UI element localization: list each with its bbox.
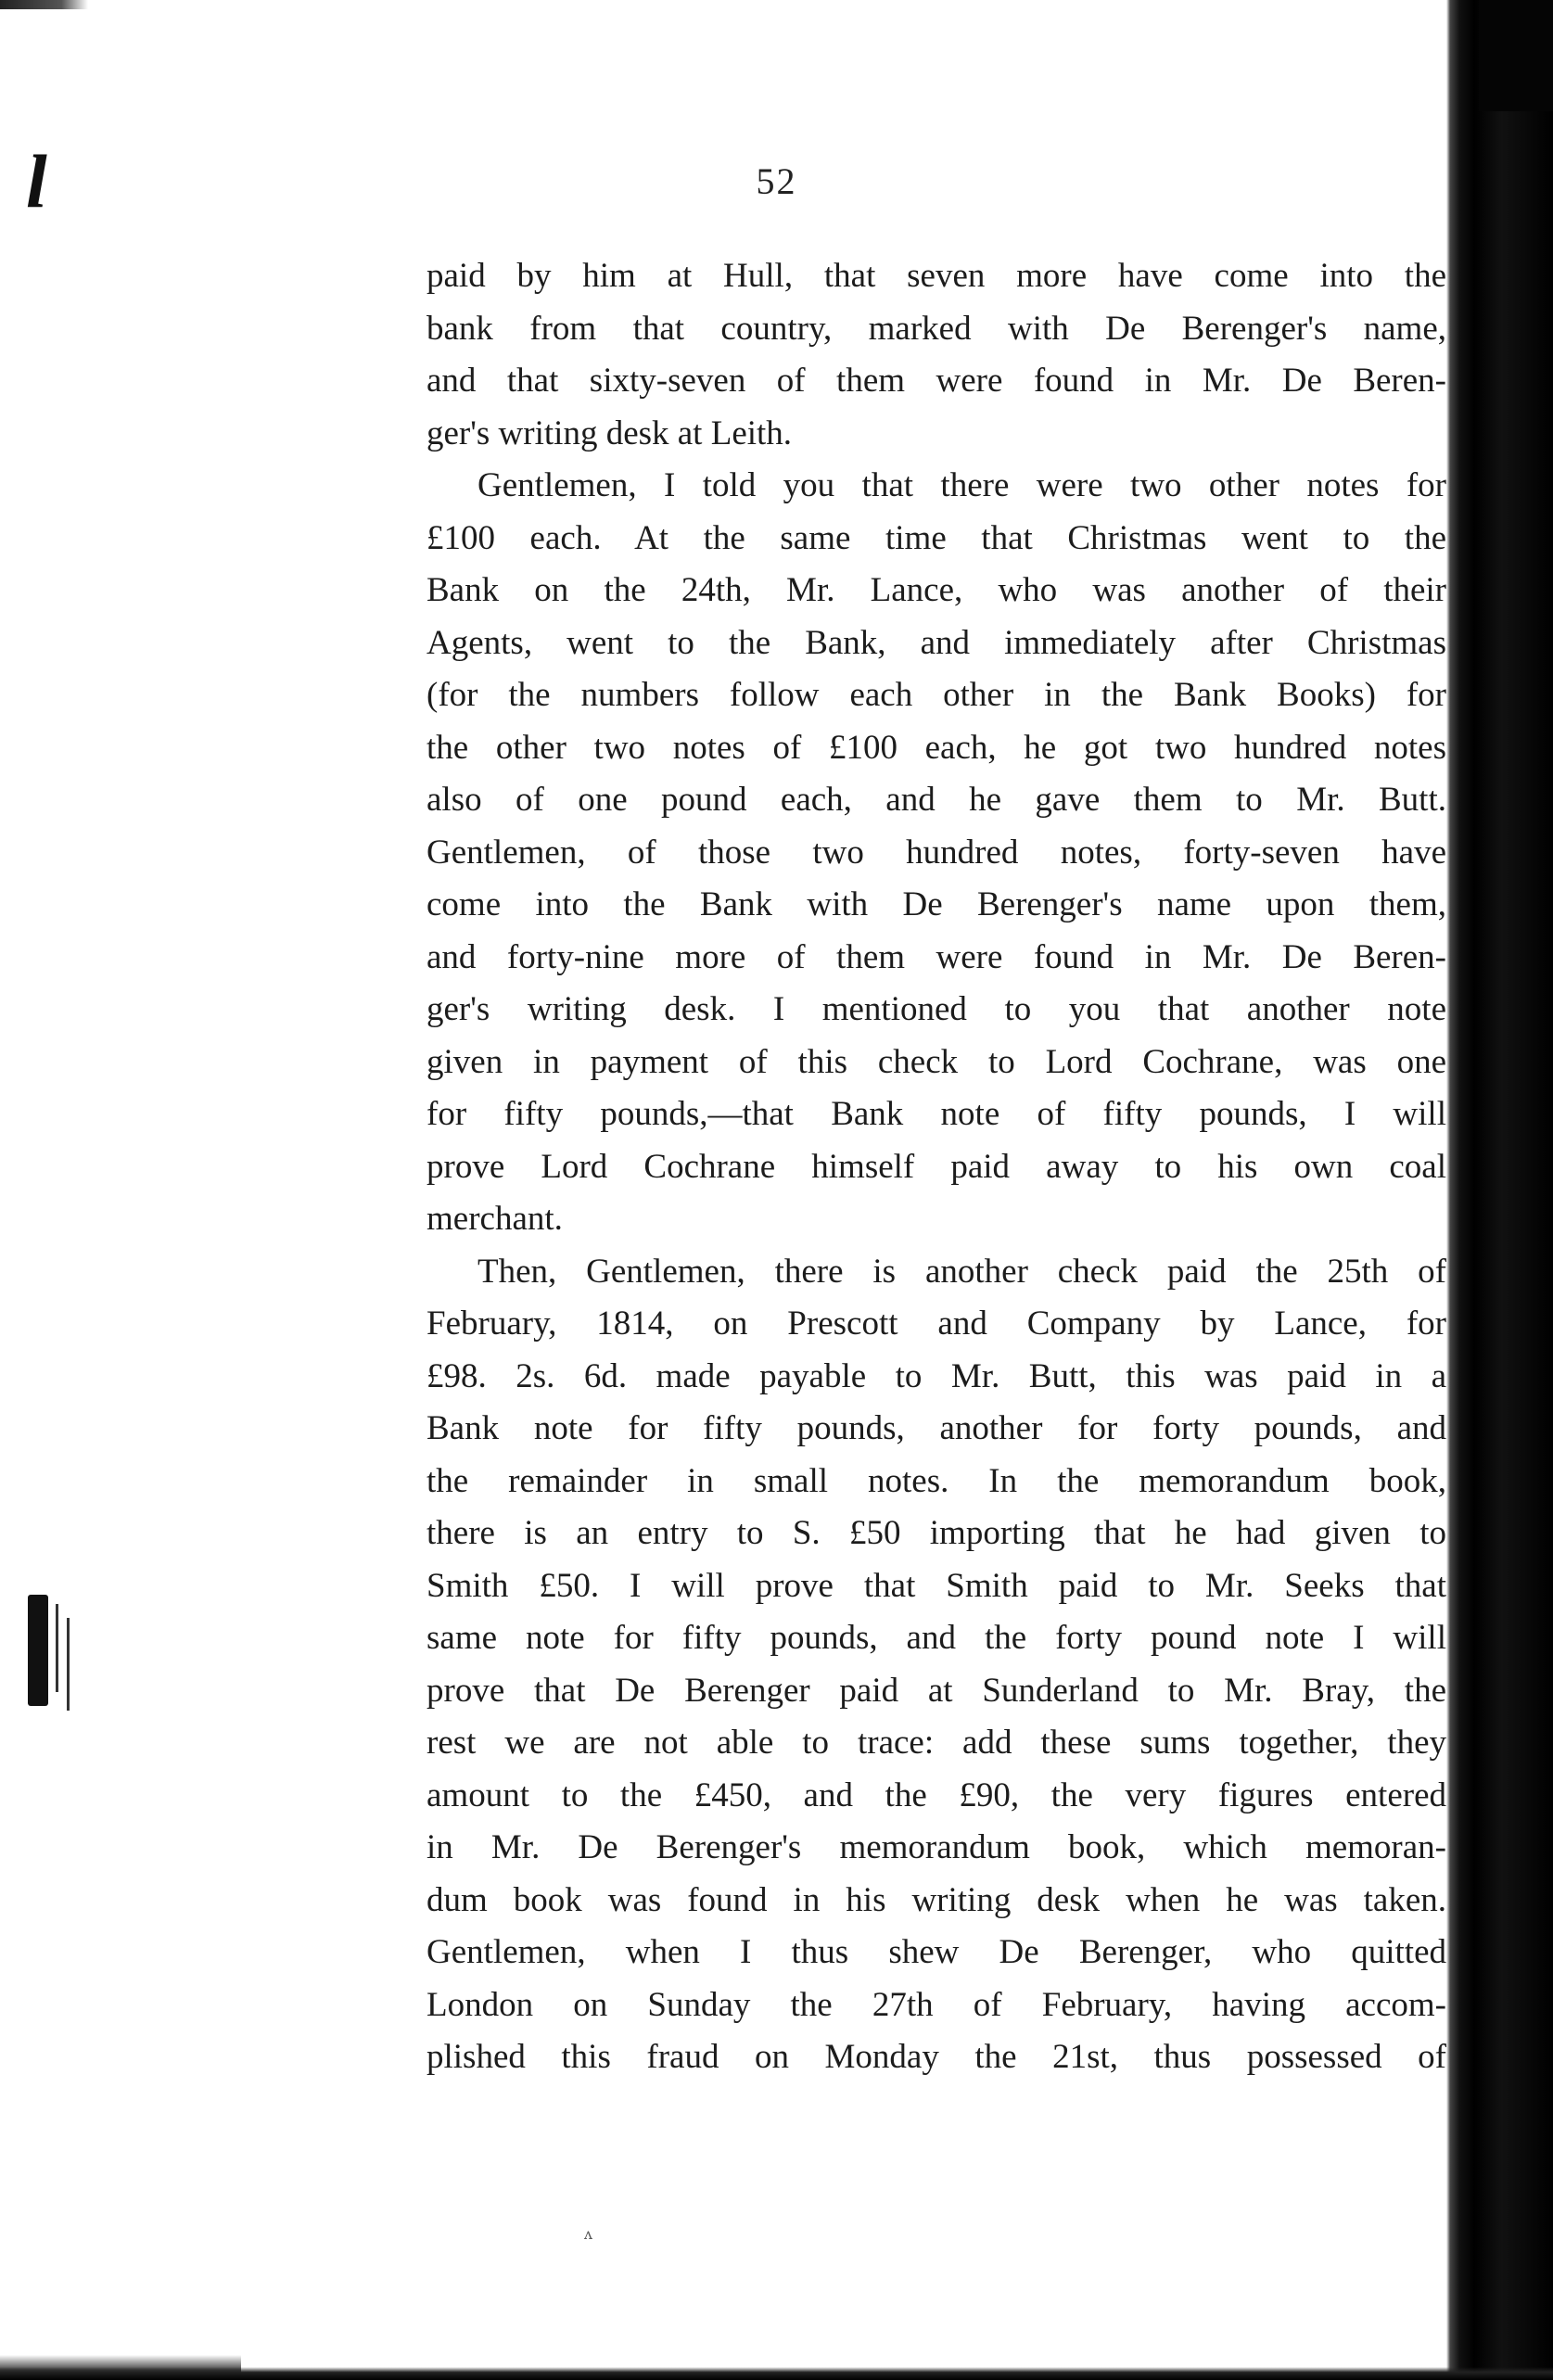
text-line: in Mr. De Berenger's memorandum book, which memoran-: [426, 1828, 1446, 1866]
text-line: paid by him at Hull, that seven more have come into the: [426, 257, 1446, 295]
binding-clip-line: [67, 1618, 70, 1711]
text-line: the other two notes of £100 each, he got two hundred notes: [426, 728, 1446, 767]
text-line: London on Sunday the 27th of February, having accom-: [426, 1985, 1446, 2024]
text-line: rest we are not able to trace: add these sums together, they: [426, 1724, 1446, 1762]
text-line: the remainder in small notes. In the memorandum book,: [426, 1461, 1446, 1500]
text-line: £98. 2s. 6d. made payable to Mr. Butt, this was paid in a: [426, 1356, 1446, 1395]
text-line: bank from that country, marked with De Berenger's name,: [426, 309, 1446, 348]
scan-corner-artifact: [0, 0, 88, 9]
text-line: come into the Bank with De Berenger's name upon them,: [426, 885, 1446, 923]
text-line: £100 each. At the same time that Christmas went to the: [426, 518, 1446, 557]
text-line: given in payment of this check to Lord Cochrane, was one: [426, 1042, 1446, 1081]
text-line: Gentlemen, when I thus shew De Berenger, who quitted: [426, 1933, 1446, 1971]
binding-clip-line: [56, 1604, 58, 1692]
text-line: ger's writing desk at Leith.: [426, 414, 793, 452]
binding-top-tab: [1479, 0, 1553, 111]
text-line: and that sixty-seven of them were found in Mr. De Beren-: [426, 362, 1446, 400]
text-line: Bank note for fifty pounds, another for forty pounds, and: [426, 1409, 1446, 1447]
text-line: and forty-nine more of them were found in Mr. De Beren-: [426, 937, 1446, 976]
text-line: merchant.: [426, 1200, 563, 1238]
text-line: (for the numbers follow each other in the Bank Books) for: [426, 676, 1446, 714]
binding-clip-artifact: [28, 1595, 48, 1706]
text-line: Smith £50. I will prove that Smith paid to Mr. Seeks that: [426, 1566, 1446, 1605]
text-line: ger's writing desk. I mentioned to you that another note: [426, 990, 1446, 1028]
text-line: Agents, went to the Bank, and immediately after Christmas: [426, 623, 1446, 662]
text-line: amount to the £450, and the £90, the very figures entered: [426, 1775, 1446, 1814]
text-line: same note for fifty pounds, and the forty pound note I will: [426, 1619, 1446, 1657]
text-line: also of one pound each, and he gave them to Mr. Butt.: [426, 781, 1446, 819]
paragraph-start-line: Gentlemen, I told you that there were two other notes for: [477, 466, 1446, 504]
bottom-page-edge: [0, 2367, 1553, 2380]
speck-mark: ʌ: [584, 2225, 593, 2243]
page-number: 52: [756, 160, 797, 202]
body-text: [426, 250, 1446, 2084]
text-line: February, 1814, on Prescott and Company by Lance, for: [426, 1305, 1446, 1343]
text-line: Gentlemen, of those two hundred notes, forty-seven have: [426, 833, 1446, 872]
text-line: Bank on the 24th, Mr. Lance, who was another of their: [426, 571, 1446, 609]
book-binding-edge: [1446, 0, 1553, 2380]
paragraph-start-line: Then, Gentlemen, there is another check paid the 25th of: [477, 1252, 1446, 1291]
text-line: prove Lord Cochrane himself paid away to his own coal: [426, 1147, 1446, 1186]
text-line: plished this fraud on Monday the 21st, thus possessed of: [426, 2038, 1446, 2076]
text-line: there is an entry to S. £50 importing that he had given to: [426, 1514, 1446, 1552]
text-line: for fifty pounds,—that Bank note of fifty pounds, I will: [426, 1095, 1446, 1133]
text-line: dum book was found in his writing desk when he was taken.: [426, 1880, 1446, 1919]
text-line: prove that De Berenger paid at Sunderland to Mr. Bray, the: [426, 1671, 1446, 1710]
handwritten-margin-mark: l: [26, 139, 47, 223]
